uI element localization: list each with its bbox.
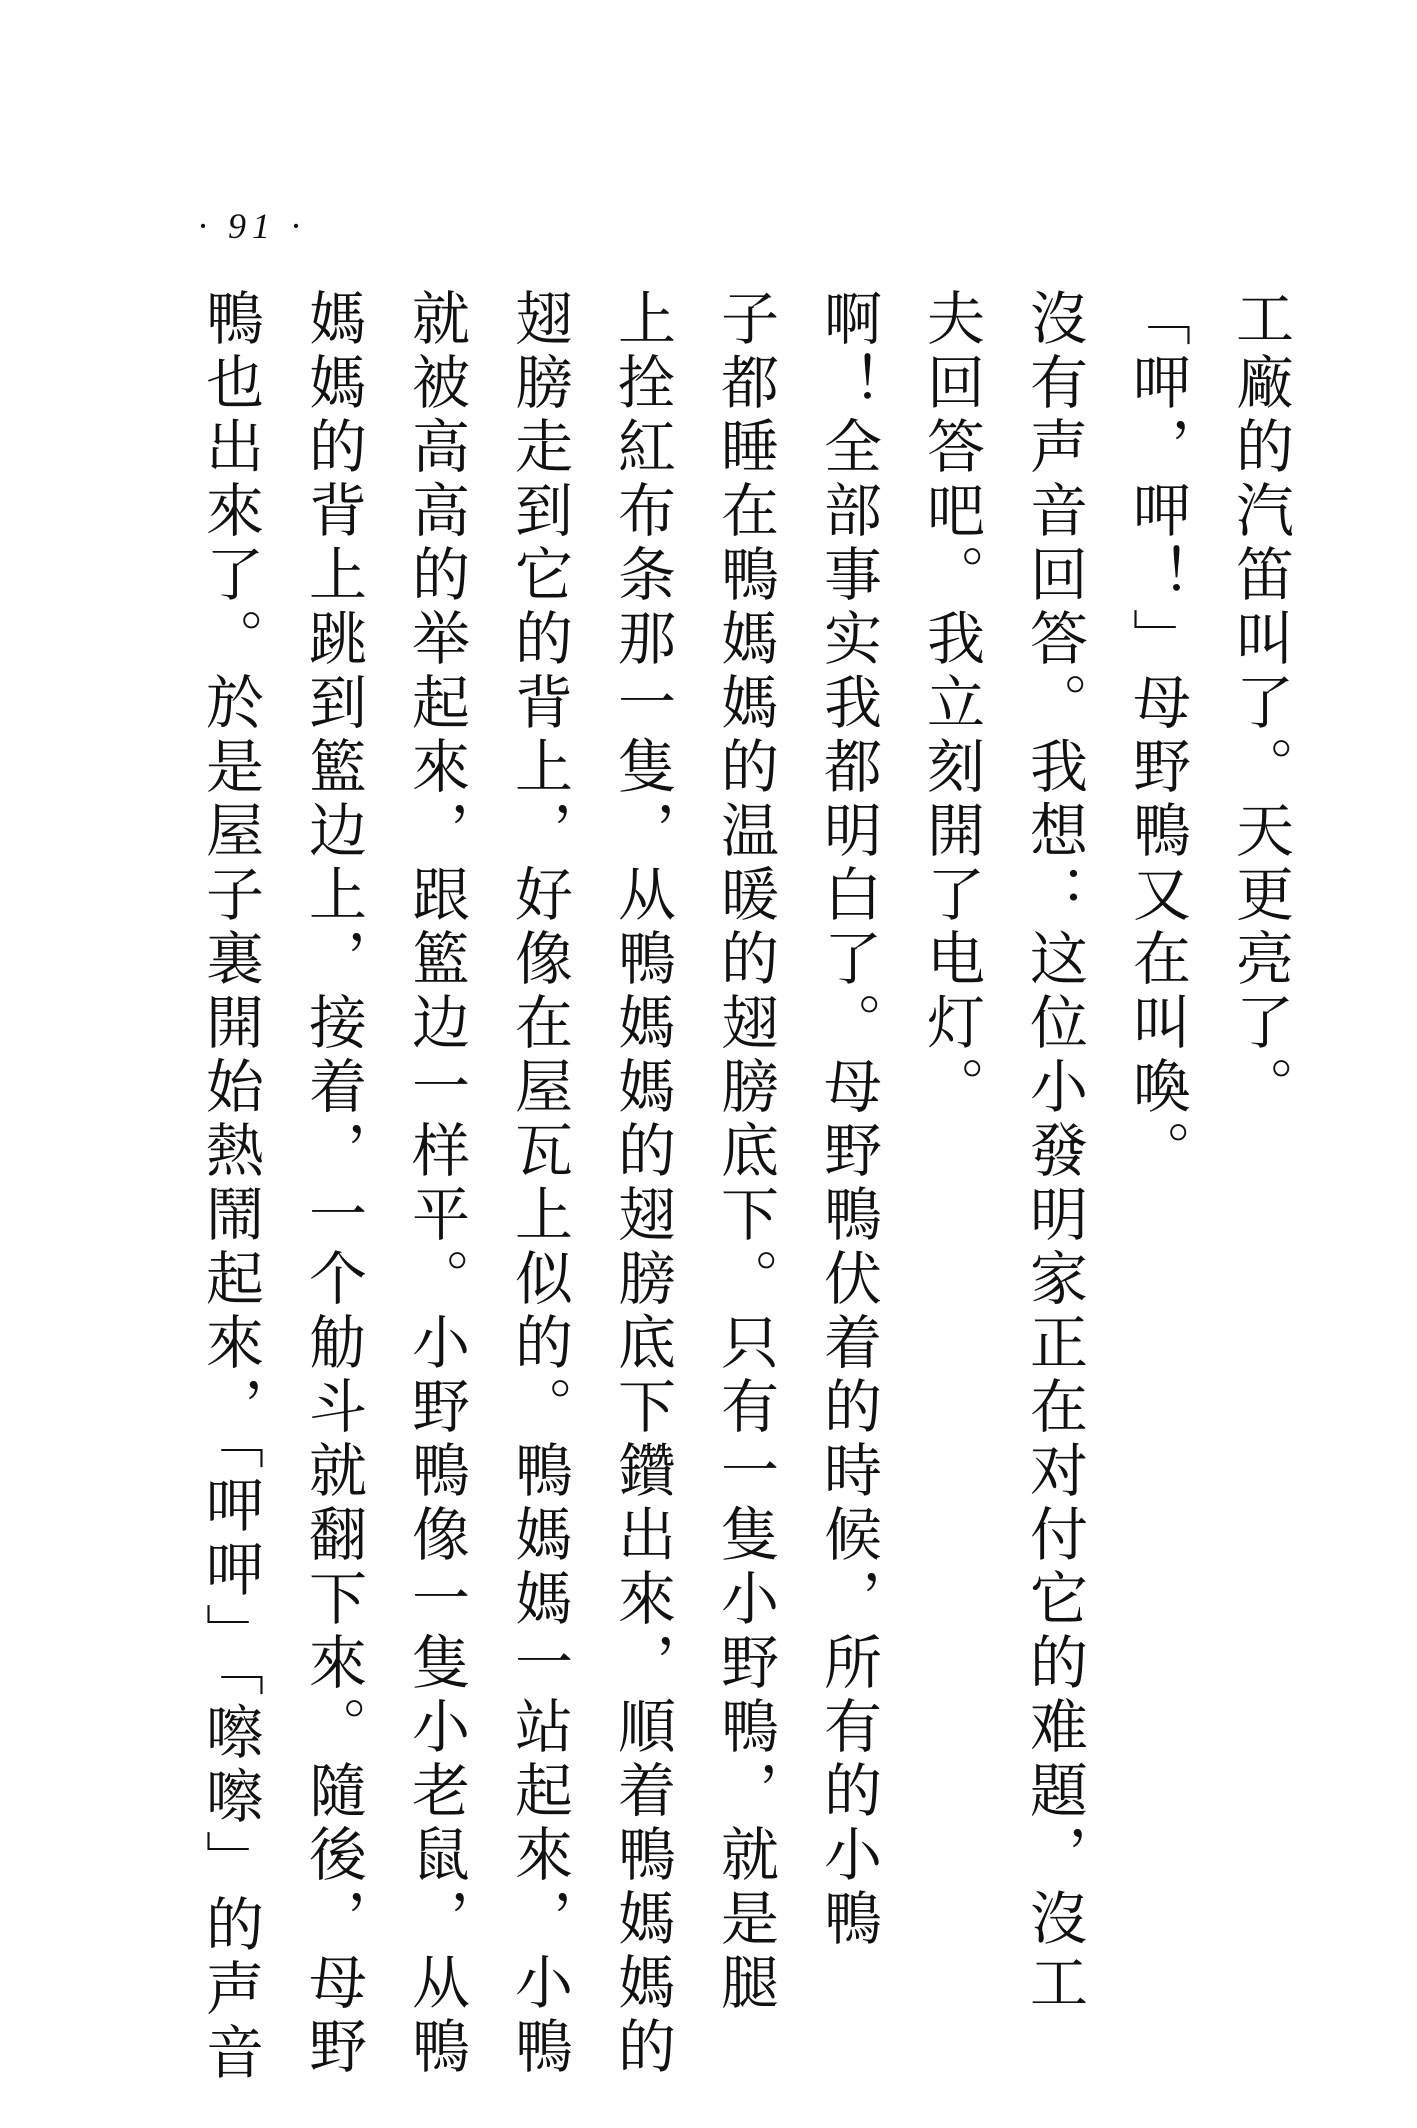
page-number: · 91 · xyxy=(198,206,306,246)
text-column: 就被高高的举起來，跟籃边一样平。小野鴨像一隻小老鼠，从鴨 xyxy=(402,288,470,2080)
text-column: 媽媽的背上跳到籃边上，接着，一个觔斗就翻下來。隨後，母野 xyxy=(299,288,367,2080)
text-column: 工廠的汽笛叫了。天更亮了。 xyxy=(1226,288,1294,1120)
text-column: 沒有声音回答。我想：这位小發明家正在对付它的难題，沒工 xyxy=(1020,288,1088,2016)
text-column: 翅膀走到它的背上，好像在屋瓦上似的。鴨媽媽一站起來，小鴨 xyxy=(505,288,573,2080)
text-column: 啊！全部事实我都明白了。母野鴨伏着的時候，所有的小鴨 xyxy=(814,288,882,1952)
text-column: 夫回答吧。我立刻開了电灯。 xyxy=(917,288,985,1120)
text-column: 鴨也出來了。於是屋子裏開始熱鬧起來，「呷呷」「嚓嚓」的声音 xyxy=(196,288,264,2086)
text-column: 上拴紅布条那一隻，从鴨媽媽的翅膀底下鑽出來，順着鴨媽媽的 xyxy=(608,288,676,2080)
text-column: 子都睡在鴨媽媽的温暖的翅膀底下。只有一隻小野鴨，就是腿 xyxy=(711,288,779,2016)
text-column: 「呷，呷！」母野鴨又在叫喚。 xyxy=(1123,288,1191,1184)
